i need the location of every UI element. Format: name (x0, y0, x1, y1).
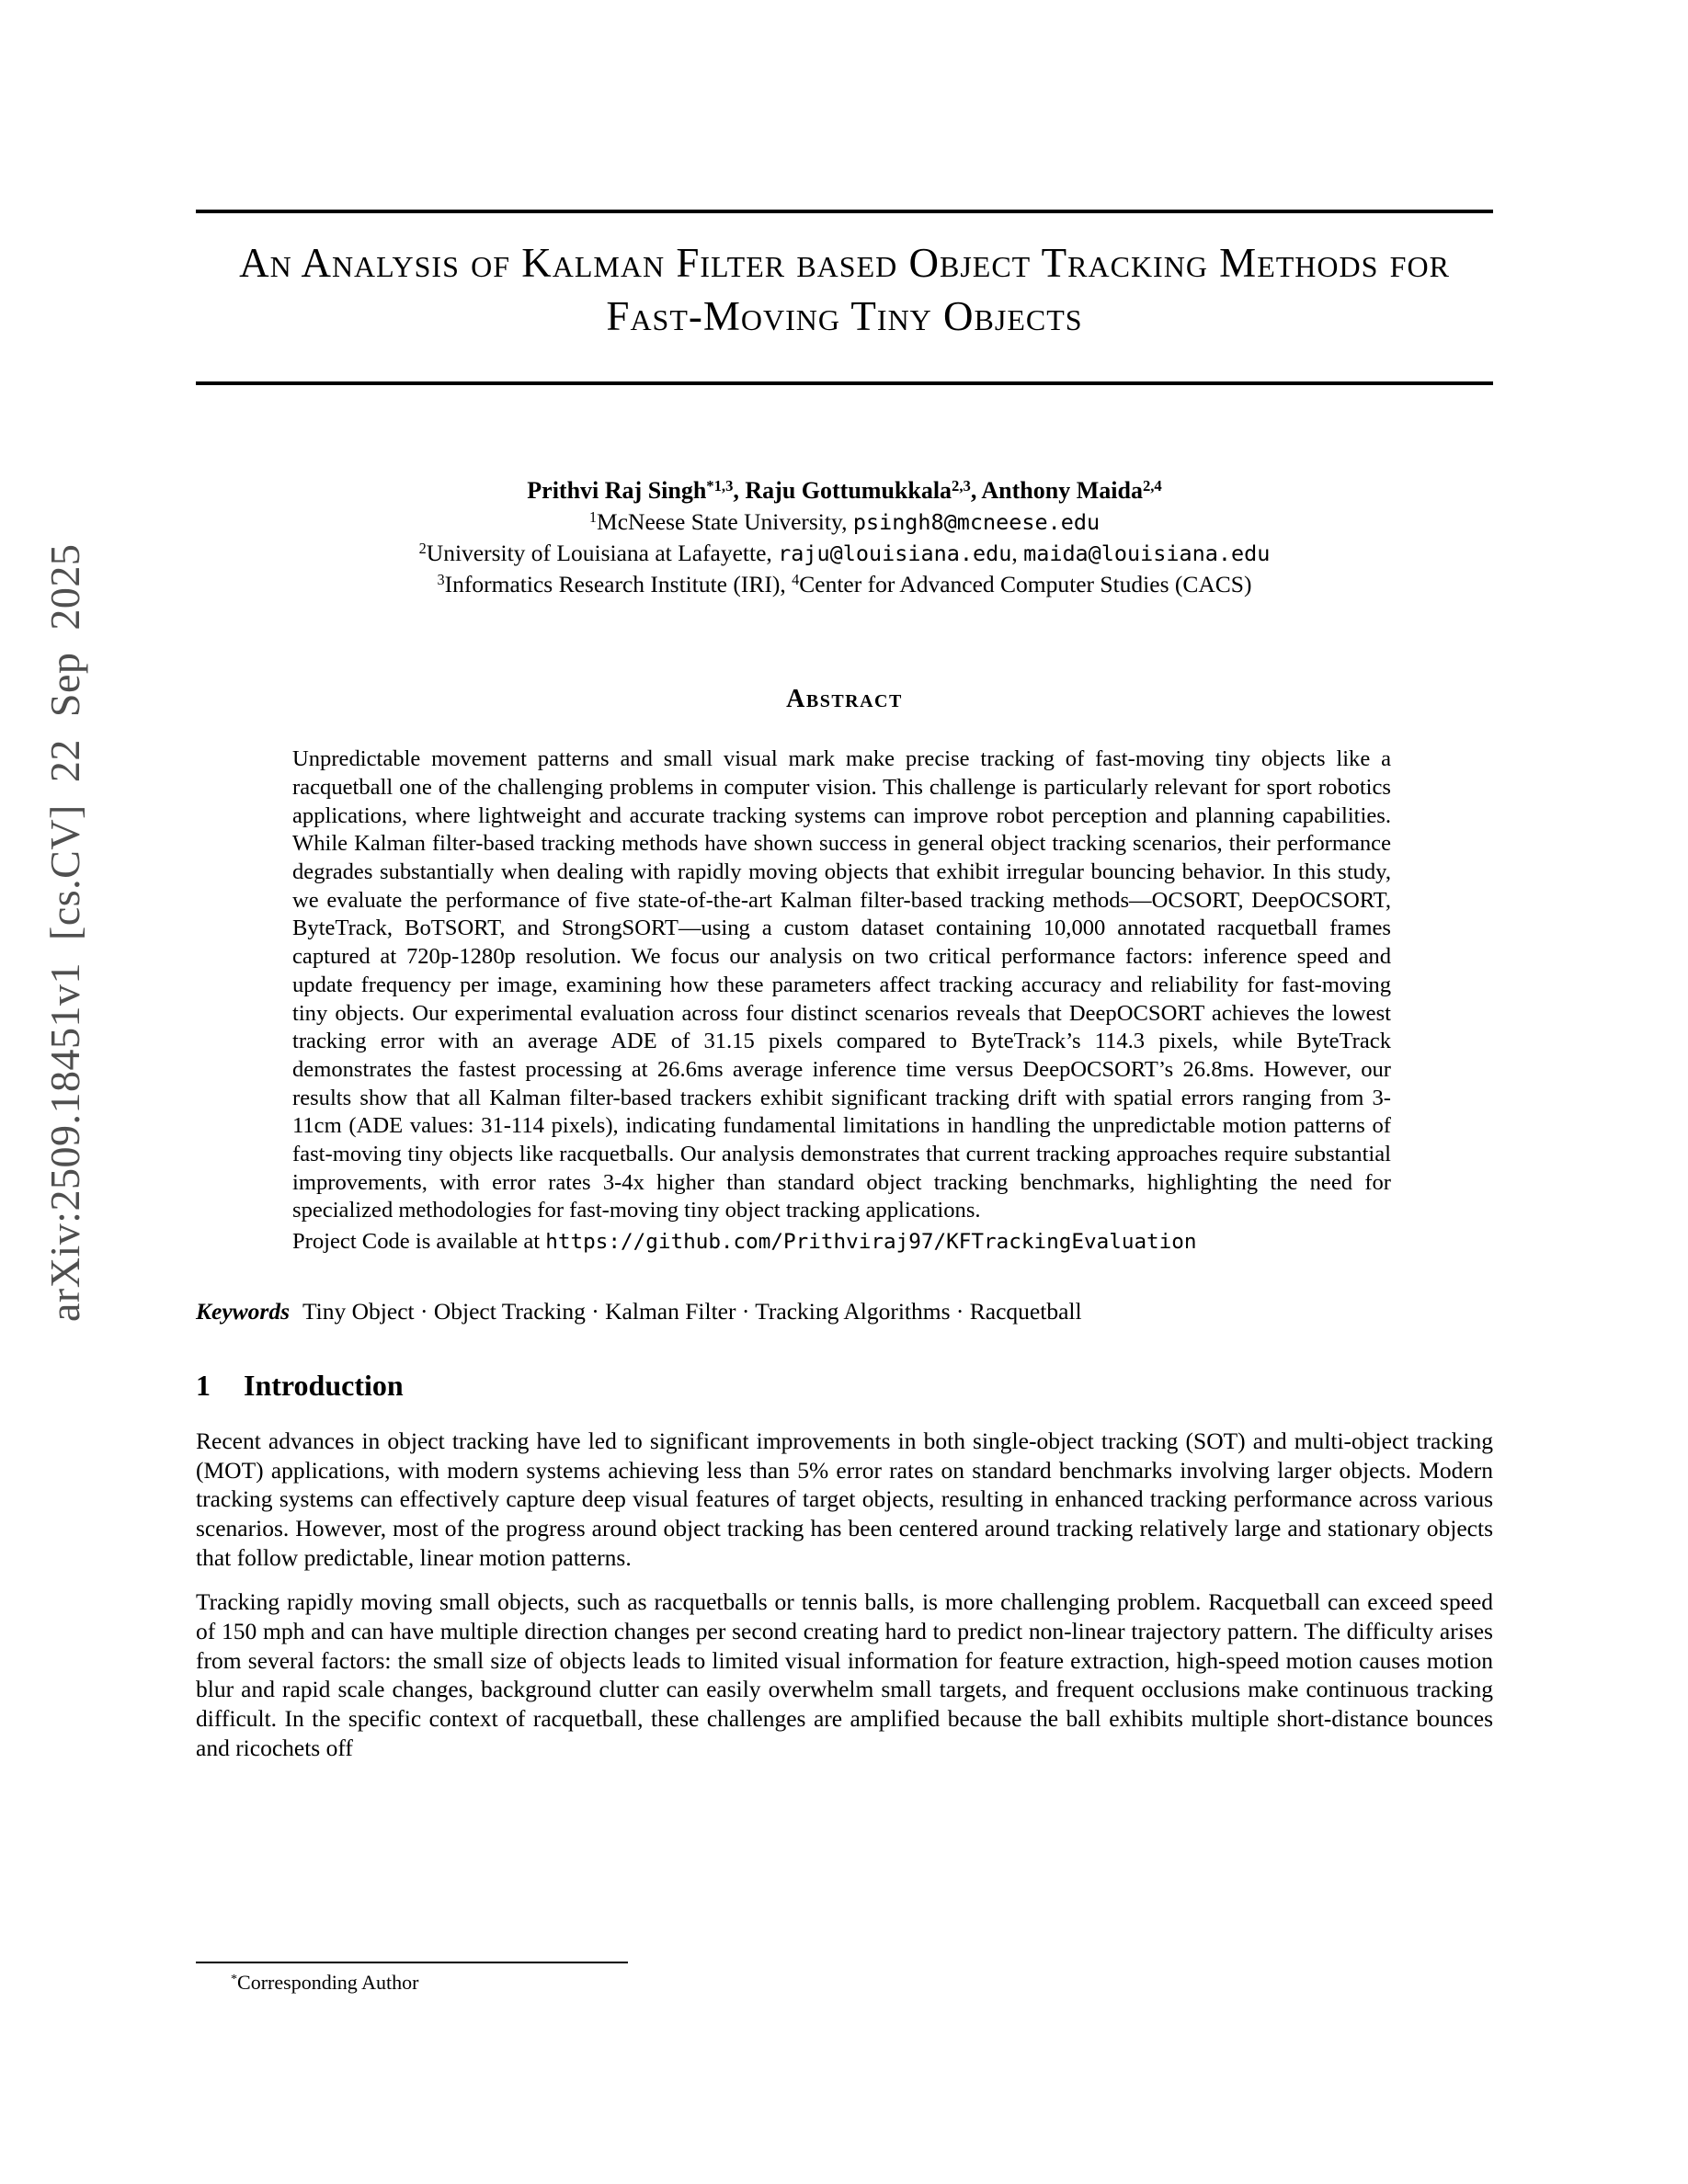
arxiv-watermark: arXiv:2509.18451v1 [cs.CV] 22 Sep 2025 (41, 543, 88, 1322)
author-name-2: Raju Gottumukkala (745, 477, 952, 505)
paper-content (196, 210, 1493, 1763)
affil-4-text: Center for Advanced Computer Studies (CACS) (799, 571, 1252, 598)
author-2-affil-marker: 2,3 (952, 476, 971, 495)
email-separator: , (1011, 540, 1024, 567)
footnote-text (231, 1971, 1493, 1995)
keywords-items: Tiny Object · Object Tracking · Kalman Filter · Tracking Algorithms · Racquetball (302, 1297, 1082, 1325)
affil-4-marker: 4 (792, 570, 800, 588)
affil-1-marker: 1 (588, 507, 598, 526)
project-code-prefix: Project Code is available at (292, 1229, 546, 1255)
author-email-2: raju@louisiana.edu (778, 540, 1012, 567)
keywords-line (196, 1297, 1493, 1326)
section-1-heading (196, 1369, 1493, 1403)
title-rule-bottom (196, 381, 1493, 385)
author-line (196, 475, 1493, 506)
footnote-rule (196, 1962, 628, 1963)
author-email-3: maida@louisiana.edu (1023, 540, 1271, 567)
affiliation-line-1 (196, 506, 1493, 538)
affil-3-text: Informatics Research Institute (IRI), (444, 571, 793, 598)
abstract-heading: Abstract (786, 685, 903, 714)
footnote-area (196, 1962, 1493, 1995)
affil-1-text: McNeese State University, (597, 508, 853, 536)
footnote-marker: * (231, 1971, 238, 1986)
footnote-label: Corresponding Author (237, 1971, 419, 1994)
keywords-label: Keywords (196, 1297, 290, 1325)
affiliation-line-2 (196, 538, 1493, 569)
author-separator: , (733, 477, 746, 505)
section-1-title: Introduction (244, 1368, 404, 1402)
affiliation-line-3 (196, 569, 1493, 600)
intro-paragraph-2: Tracking rapidly moving small objects, such as racquetballs or tennis balls, is more challenging problem. Racquetball can exceed speed of 150 mph and can have multiple direction changes per second creating hard to predict non-linear trajectory pattern. The difficulty arises from several factors: the small size of objects leads to limited visual information for feature extraction, high-speed motion causes motion blur and rapid scale changes, background clutter can easily overwhelm small targets, and frequent occlusions make continuous tracking difficult. In the specific context of racquetball, these challenges are amplified because the ball exhibits multiple short-distance bounces and ricochets off (196, 1588, 1493, 1761)
author-1-affil-marker: *1,3 (706, 476, 734, 495)
paper-title: An Analysis of Kalman Filter based Object Tracking Methods for Fast-Moving Tiny Objects (239, 240, 1450, 339)
affil-3-marker: 3 (437, 570, 445, 588)
section-1-number: 1 (196, 1368, 211, 1402)
authors-block (196, 475, 1493, 600)
affil-2-text: University of Louisiana at Lafayette, (426, 540, 779, 567)
author-3-affil-marker: 2,4 (1142, 476, 1162, 495)
project-code-link[interactable]: https://github.com/Prithviraj97/KFTrackingEvaluation (545, 1230, 1197, 1255)
author-name-1: Prithvi Raj Singh (527, 477, 707, 505)
affil-2-marker: 2 (418, 539, 427, 557)
abstract-body: Unpredictable movement patterns and small visual mark make precise tracking of fast-moving tiny objects like a racquetball one of the challenging problems in computer vision. This challenge is particularly relevant for sport robotics applications, where lightweight and accurate tracking systems can improve robot perception and planning capabilities. While Kalman filter-based tracking methods have shown success in general object tracking scenarios, their performance degrades substantially when dealing with rapidly moving objects that exhibit irregular bouncing behavior. In this study, we evaluate the performance of five state-of-the-art Kalman filter-based tracking methods—OCSORT, DeepOCSORT, ByteTrack, BoTSORT, and StrongSORT—using a custom dataset containing 10,000 annotated racquetball frames captured at 720p-1280p resolution. We focus our analysis on two critical performance factors: inference speed and update frequency per image, examining how these parameters affect tracking accuracy and reliability for fast-moving tiny objects. Our experimental evaluation across four distinct scenarios reveals that DeepOCSORT achieves the lowest tracking error with an average ADE of 31.15 pixels compared to ByteTrack’s 114.3 pixels, while ByteTrack demonstrates the fastest processing at 26.6ms average inference time versus DeepOCSORT’s 26.8ms. However, our results show that all Kalman filter-based trackers exhibit significant tracking drift with spatial errors ranging from 3-11cm (ADE values: 31-114 pixels), indicating fundamental limitations in handling the unpredictable motion patterns of fast-moving tiny objects like racquetballs. Our analysis demonstrates that current tracking approaches require substantial improvements, with error rates 3-4x higher than standard object tracking benchmarks, highlighting the need for specialized methodologies for fast-moving tiny object tracking applications. (292, 746, 1391, 1223)
author-name-3: Anthony Maida (981, 477, 1143, 505)
project-code-line (292, 1228, 1391, 1257)
title-rule-top (196, 210, 1493, 213)
author-separator: , (970, 477, 982, 505)
author-email-1: psingh8@mcneese.edu (852, 509, 1101, 536)
intro-paragraph-1: Recent advances in object tracking have led to significant improvements in both single-object tracking (SOT) and multi-object tracking (MOT) applications, with modern systems achieving less than 5% error rates on standard benchmarks involving larger objects. Modern tracking systems can effectively capture deep visual features of target objects, resulting in enhanced tracking performance across various scenarios. However, most of the progress around object tracking has been centered around tracking relatively large and stationary objects that follow predictable, linear motion patterns. (196, 1427, 1493, 1571)
